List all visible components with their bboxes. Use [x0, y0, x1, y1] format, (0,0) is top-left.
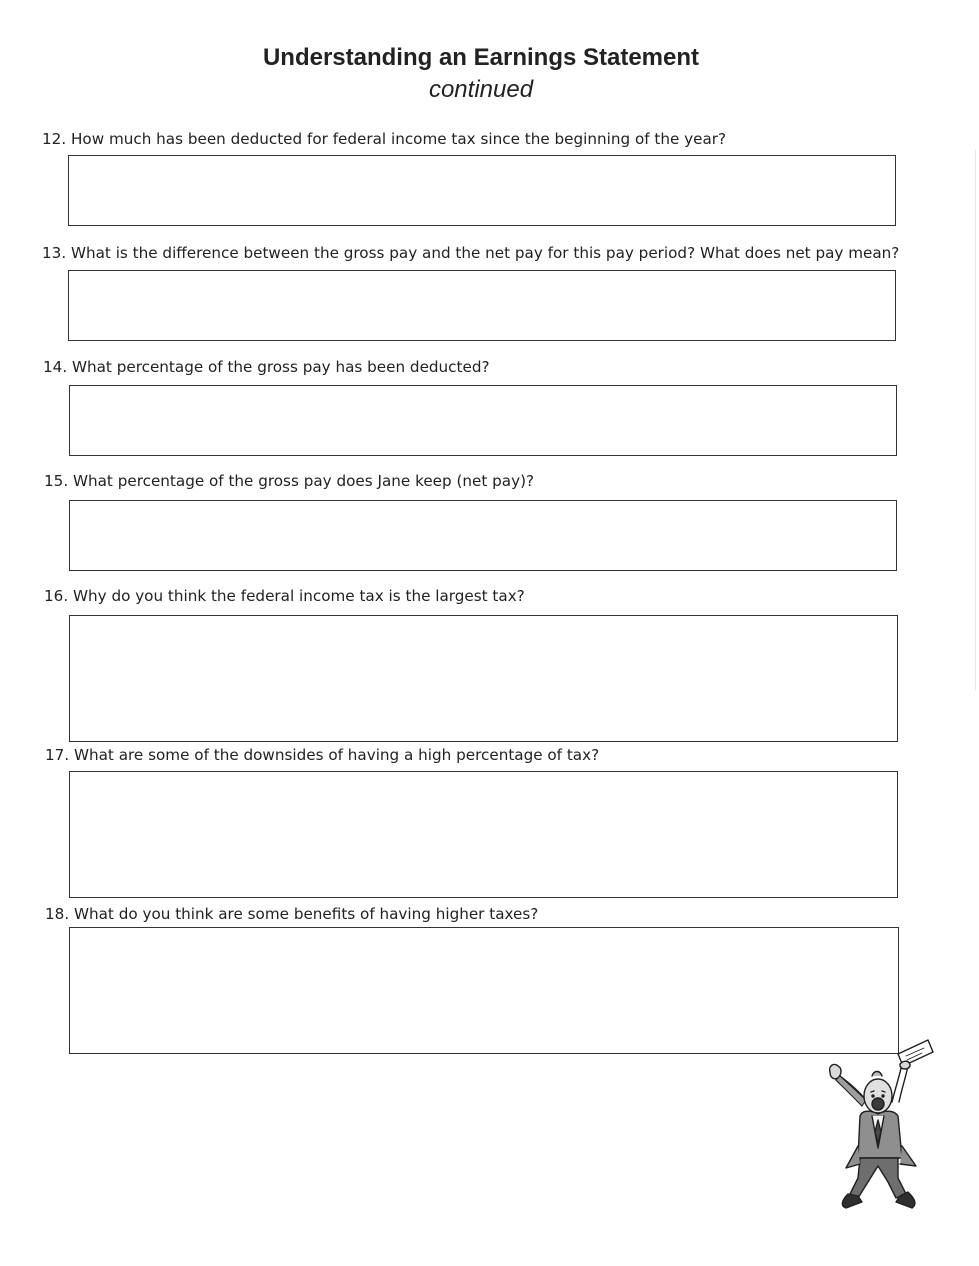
question-14: 14. What percentage of the gross pay has been deducted?	[43, 358, 490, 376]
scan-edge-line	[975, 150, 976, 690]
question-17: 17. What are some of the downsides of having a high percentage of tax?	[45, 746, 600, 764]
question-18: 18. What do you think are some benefits of having higher taxes?	[45, 905, 539, 923]
page-subtitle: continued	[428, 76, 534, 103]
answer-box-15[interactable]	[69, 500, 897, 571]
question-15: 15. What percentage of the gross pay does Jane keep (net pay)?	[44, 472, 535, 490]
question-16: 16. Why do you think the federal income tax is the largest tax?	[44, 587, 525, 605]
page-title: Understanding an Earnings Statement	[262, 44, 700, 71]
celebrating-man-with-paycheck-icon	[822, 1036, 940, 1222]
question-12: 12. How much has been deducted for federal income tax since the beginning of the year?	[42, 130, 727, 148]
question-13: 13. What is the difference between the gross pay and the net pay for this pay period? What does net pay mean?	[42, 244, 900, 262]
answer-box-18[interactable]	[69, 927, 899, 1054]
answer-box-16[interactable]	[69, 615, 898, 742]
answer-box-14[interactable]	[69, 385, 897, 456]
answer-box-17[interactable]	[69, 771, 898, 898]
answer-box-13[interactable]	[68, 270, 896, 341]
answer-box-12[interactable]	[68, 155, 896, 226]
